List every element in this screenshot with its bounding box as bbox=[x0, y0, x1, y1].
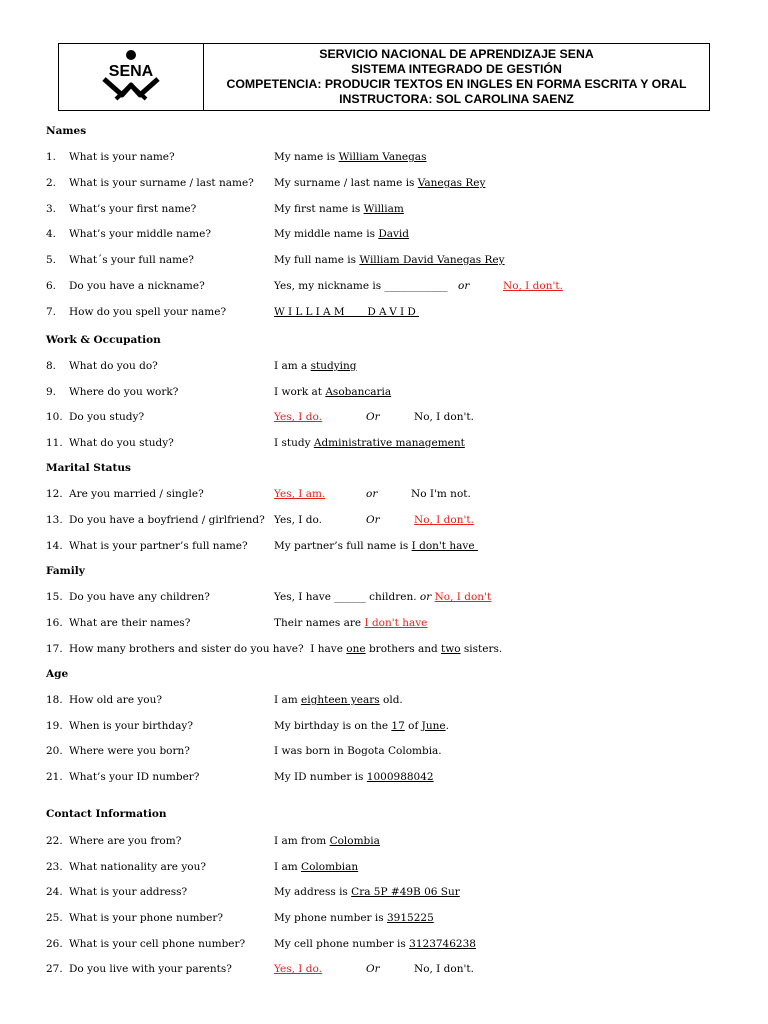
answer-prefix: My middle name is bbox=[274, 228, 379, 240]
answer-filled: 3123746238 bbox=[409, 938, 476, 950]
question-number: 25. bbox=[46, 912, 63, 924]
question-row bbox=[46, 720, 726, 734]
answer-filled: eighteen years bbox=[301, 694, 380, 706]
question-number: 2. bbox=[46, 177, 57, 189]
answer-text bbox=[274, 386, 391, 398]
question-text: Where were you born? bbox=[69, 745, 190, 757]
answer-filled: June bbox=[421, 720, 446, 732]
question-row bbox=[46, 254, 726, 268]
question-row bbox=[46, 411, 726, 425]
answer-text bbox=[274, 254, 505, 266]
question-number: 10. bbox=[46, 411, 63, 423]
answer-middle: brothers and bbox=[365, 643, 442, 655]
question-text: Do you have a nickname? bbox=[69, 280, 205, 292]
answer-prefix: My surname / last name is bbox=[274, 177, 418, 189]
question-number: 12. bbox=[46, 488, 63, 500]
section-age: Age bbox=[46, 668, 69, 680]
header-line-system: SISTEMA INTEGRADO DE GESTIÓN bbox=[351, 62, 562, 76]
question-row bbox=[46, 203, 726, 217]
answer-filled: William Vanegas bbox=[338, 151, 427, 163]
question-number: 26. bbox=[46, 938, 63, 950]
answer-prefix: I work at bbox=[274, 386, 326, 398]
answer-prefix: My cell phone number is bbox=[274, 938, 410, 950]
question-number: 5. bbox=[46, 254, 57, 266]
answer-option: No, I don't. bbox=[414, 411, 474, 423]
question-text: What´s your full name? bbox=[69, 254, 194, 266]
question-text: What do you do? bbox=[69, 360, 158, 372]
header-line-competency: COMPETENCIA: PRODUCIR TEXTOS EN INGLES EN FORMA ESCRITA Y ORAL bbox=[226, 77, 687, 91]
question-row bbox=[46, 360, 726, 374]
document-header bbox=[58, 43, 710, 111]
answer-text bbox=[274, 771, 434, 783]
answer-filled: studying bbox=[310, 360, 357, 372]
answer-filled: Administrative management bbox=[313, 437, 465, 449]
answer-text bbox=[274, 861, 358, 873]
question-text: Do you live with your parents? bbox=[69, 963, 232, 975]
or-separator: Or bbox=[366, 963, 380, 975]
question-text: Where are you from? bbox=[69, 835, 182, 847]
answer-filled: William David Vanegas Rey bbox=[359, 254, 505, 266]
or-separator: Or bbox=[366, 411, 380, 423]
answer-text bbox=[274, 360, 357, 372]
question-text: Where do you work? bbox=[69, 386, 179, 398]
question-row bbox=[46, 643, 726, 657]
section-contact: Contact Information bbox=[46, 808, 167, 820]
question-row bbox=[46, 540, 726, 554]
question-number: 15. bbox=[46, 591, 63, 603]
answer-filled: I don't have bbox=[411, 540, 478, 552]
answer-filled: 17 bbox=[391, 720, 405, 732]
sena-logo bbox=[59, 44, 204, 110]
question-number: 7. bbox=[46, 306, 57, 318]
answer-text bbox=[274, 591, 491, 603]
answer-filled: David bbox=[378, 228, 410, 240]
answer-middle: of bbox=[404, 720, 422, 732]
question-number: 3. bbox=[46, 203, 57, 215]
question-text: What do you study? bbox=[69, 437, 174, 449]
question-row bbox=[46, 280, 726, 294]
question-row bbox=[46, 938, 726, 952]
question-row bbox=[46, 177, 726, 191]
question-row bbox=[46, 912, 726, 926]
question-text: What’s your ID number? bbox=[69, 771, 200, 783]
answer-prefix: I am bbox=[274, 861, 302, 873]
answer-prefix: My ID number is bbox=[274, 771, 367, 783]
question-row bbox=[46, 591, 726, 605]
answer-text bbox=[274, 540, 478, 552]
answer-text bbox=[274, 938, 476, 950]
question-text: Are you married / single? bbox=[69, 488, 204, 500]
question-text: How old are you? bbox=[69, 694, 163, 706]
question-text: What is your address? bbox=[69, 886, 188, 898]
svg-text:SENA: SENA bbox=[108, 63, 154, 80]
question-number: 20. bbox=[46, 745, 63, 757]
question-row bbox=[46, 745, 726, 759]
question-text: Do you have any children? bbox=[69, 591, 210, 603]
question-number: 24. bbox=[46, 886, 63, 898]
answer-option-selected: No, I don't bbox=[434, 591, 492, 603]
answer-option: Yes, I do. bbox=[274, 514, 322, 526]
question-text bbox=[69, 643, 502, 655]
question-row bbox=[46, 835, 726, 849]
question-row bbox=[46, 694, 726, 708]
question-number: 21. bbox=[46, 771, 63, 783]
answer-filled: Asobancaria bbox=[325, 386, 392, 398]
answer-prefix: I am from bbox=[274, 835, 330, 847]
question-row bbox=[46, 963, 726, 977]
question-row bbox=[46, 386, 726, 400]
question-number: 6. bbox=[46, 280, 57, 292]
question-row bbox=[46, 617, 726, 631]
answer-text bbox=[274, 694, 403, 706]
answer-prefix: My phone number is bbox=[274, 912, 387, 924]
question-text: What is your phone number? bbox=[69, 912, 224, 924]
question-text: What is your name? bbox=[69, 151, 175, 163]
question-text: What is your surname / last name? bbox=[69, 177, 254, 189]
section-family: Family bbox=[46, 565, 85, 577]
answer-text bbox=[274, 912, 434, 924]
answer-suffix: sisters. bbox=[460, 643, 503, 655]
answer-filled: WILLIAM DAVID bbox=[274, 306, 420, 318]
answer-prefix: I study bbox=[274, 437, 314, 449]
answer-text bbox=[274, 151, 426, 163]
answer-option-selected: No, I don't. bbox=[414, 514, 474, 526]
question-text: What is your partner’s full name? bbox=[69, 540, 248, 552]
answer-text bbox=[274, 203, 404, 215]
question-text: What are their names? bbox=[69, 617, 191, 629]
question-row bbox=[46, 228, 726, 242]
question-number: 17. bbox=[46, 643, 63, 655]
answer-text bbox=[274, 835, 380, 847]
question-number: 19. bbox=[46, 720, 63, 732]
answer-option-selected: I don't have bbox=[364, 617, 428, 629]
or-separator: or bbox=[419, 591, 432, 603]
question-number: 18. bbox=[46, 694, 63, 706]
answer-prefix: I am a bbox=[274, 360, 311, 372]
answer-option-selected: Yes, I do. bbox=[274, 411, 322, 423]
answer-prefix: Yes, I have ______ children. bbox=[274, 591, 420, 603]
answer-text bbox=[274, 228, 409, 240]
section-names: Names bbox=[46, 125, 87, 137]
answer-filled: 3915225 bbox=[387, 912, 434, 924]
question-row bbox=[46, 488, 726, 502]
question-number: 14. bbox=[46, 540, 63, 552]
header-title-block bbox=[204, 44, 709, 110]
answer-prefix: Their names are bbox=[274, 617, 365, 629]
question-row bbox=[46, 437, 726, 451]
answer-suffix: . bbox=[445, 720, 449, 732]
answer-prefix: I have bbox=[310, 643, 347, 655]
answer-option: No I'm not. bbox=[411, 488, 471, 500]
answer-suffix: old. bbox=[379, 694, 403, 706]
question-row bbox=[46, 886, 726, 900]
answer-filled: Colombian bbox=[301, 861, 359, 873]
header-line-institution: SERVICIO NACIONAL DE APRENDIZAJE SENA bbox=[319, 47, 594, 61]
sena-logo-icon bbox=[96, 49, 166, 105]
answer-option: No, I don't. bbox=[414, 963, 474, 975]
answer-text bbox=[274, 886, 460, 898]
question-text: When is your birthday? bbox=[69, 720, 193, 732]
section-work: Work & Occupation bbox=[46, 334, 161, 346]
answer-filled: one bbox=[346, 643, 366, 655]
or-separator: or bbox=[366, 488, 378, 500]
question-row bbox=[46, 514, 726, 528]
question-number: 23. bbox=[46, 861, 63, 873]
or-separator: or bbox=[458, 280, 470, 292]
answer-prefix: My address is bbox=[274, 886, 352, 898]
question-text: How do you spell your name? bbox=[69, 306, 227, 318]
answer-prefix: My birthday is on the bbox=[274, 720, 392, 732]
question-row bbox=[46, 861, 726, 875]
header-line-instructor: INSTRUCTORA: SOL CAROLINA SAENZ bbox=[339, 92, 574, 106]
question-number: 11. bbox=[46, 437, 63, 449]
answer-filled: 1000988042 bbox=[366, 771, 434, 783]
answer-text: I was born in Bogota Colombia. bbox=[274, 745, 442, 757]
question-number: 13. bbox=[46, 514, 63, 526]
or-separator: Or bbox=[366, 514, 380, 526]
answer-option-selected: No, I don't. bbox=[503, 280, 563, 292]
answer-text bbox=[274, 617, 427, 629]
question-row bbox=[46, 771, 726, 785]
section-marital: Marital Status bbox=[46, 462, 131, 474]
answer-text bbox=[274, 437, 465, 449]
answer-prefix: My full name is bbox=[274, 254, 360, 266]
answer-text: Yes, my nickname is ____________ bbox=[274, 280, 448, 292]
question-number: 8. bbox=[46, 360, 57, 372]
question-number: 1. bbox=[46, 151, 57, 163]
answer-filled: Vanegas Rey bbox=[417, 177, 486, 189]
answer-text bbox=[274, 177, 485, 189]
answer-prefix: My first name is bbox=[274, 203, 364, 215]
question-row bbox=[46, 151, 726, 165]
answer-option-selected: Yes, I am. bbox=[274, 488, 326, 500]
answer-filled: two bbox=[441, 643, 461, 655]
question-number: 4. bbox=[46, 228, 57, 240]
question-text: What’s your middle name? bbox=[69, 228, 211, 240]
answer-filled: William bbox=[363, 203, 404, 215]
answer-prefix: My partner’s full name is bbox=[274, 540, 412, 552]
question-number: 27. bbox=[46, 963, 63, 975]
question-text: Do you study? bbox=[69, 411, 145, 423]
question-row bbox=[46, 306, 726, 320]
answer-filled: Cra 5P #49B 06 Sur bbox=[351, 886, 460, 898]
answer-text bbox=[274, 720, 449, 732]
question-number: 16. bbox=[46, 617, 63, 629]
question-number: 22. bbox=[46, 835, 63, 847]
question-text: What is your cell phone number? bbox=[69, 938, 246, 950]
answer-option-selected: Yes, I do. bbox=[274, 963, 322, 975]
question-text: What’s your first name? bbox=[69, 203, 197, 215]
question-number: 9. bbox=[46, 386, 57, 398]
question-text: Do you have a boyfriend / girlfriend? bbox=[69, 514, 265, 526]
answer-filled: Colombia bbox=[329, 835, 380, 847]
answer-prefix: I am bbox=[274, 694, 302, 706]
question-text: What nationality are you? bbox=[69, 861, 206, 873]
question-text-inner: How many brothers and sister do you have? bbox=[69, 643, 304, 655]
answer-prefix: My name is bbox=[274, 151, 339, 163]
